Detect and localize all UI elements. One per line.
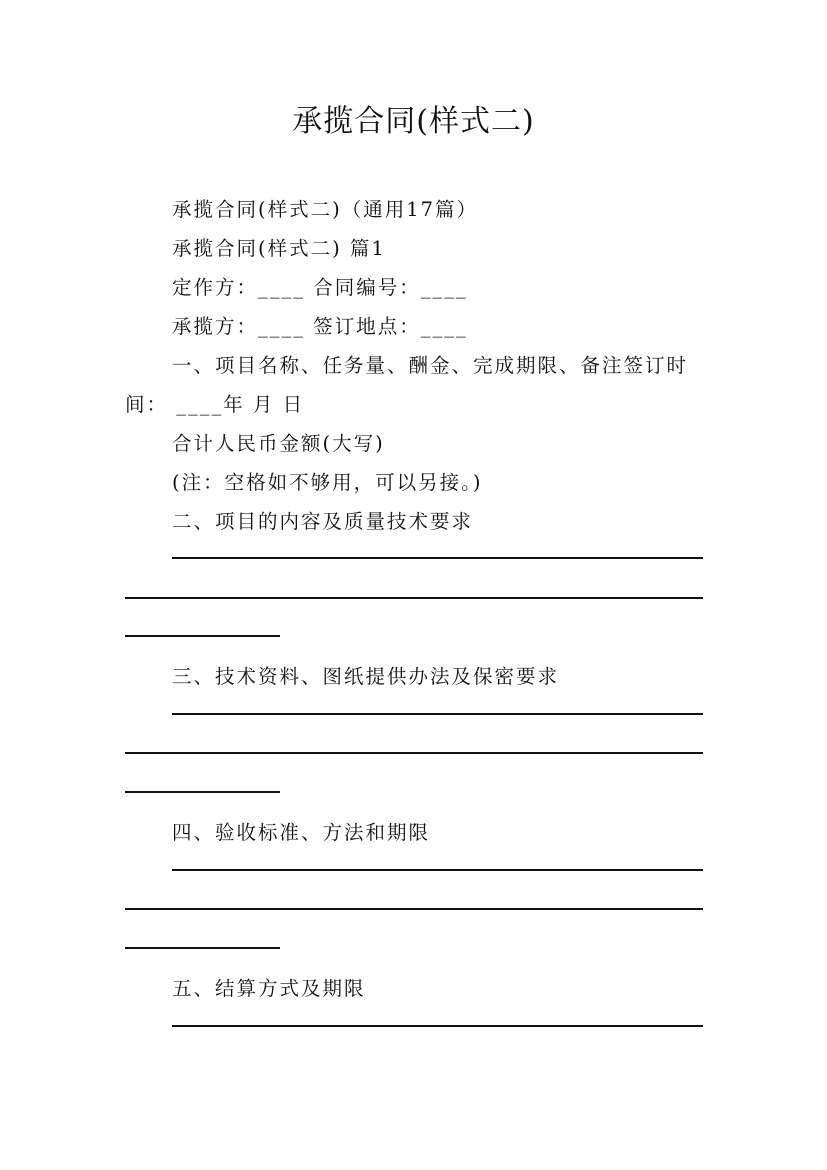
paragraph-line: 承揽方：____ 签订地点：____: [172, 315, 468, 338]
blank-rule: [172, 557, 703, 559]
blank-rule: [125, 752, 703, 754]
section-heading: 五、结算方式及期限: [172, 977, 366, 1000]
blank-rule: [172, 1025, 703, 1027]
paragraph-line: 合计人民币金额(大写): [172, 432, 385, 455]
section-heading: 二、项目的内容及质量技术要求: [172, 510, 474, 533]
paragraph-line: 定作方：____ 合同编号：____: [172, 276, 468, 299]
blank-rule: [125, 947, 280, 949]
paragraph-line: 承揽合同(样式二)（通用17篇）: [172, 198, 479, 221]
blank-rule: [125, 908, 703, 910]
blank-rule: [125, 791, 280, 793]
document-title: 承揽合同(样式二): [292, 104, 535, 139]
paragraph-line: 承揽合同(样式二) 篇1: [172, 237, 386, 260]
blank-rule: [125, 597, 703, 599]
blank-rule: [172, 713, 703, 715]
paragraph-line: 间： ____年 月 日: [125, 393, 305, 416]
blank-rule: [125, 635, 280, 637]
section-heading: 三、技术资料、图纸提供办法及保密要求: [172, 665, 560, 688]
paragraph-line: (注：空格如不够用，可以另接。): [172, 471, 483, 494]
blank-rule: [172, 869, 703, 871]
paragraph-line: 一、项目名称、任务量、酬金、完成期限、备注签订时: [172, 354, 689, 377]
section-heading: 四、验收标准、方法和期限: [172, 821, 431, 844]
